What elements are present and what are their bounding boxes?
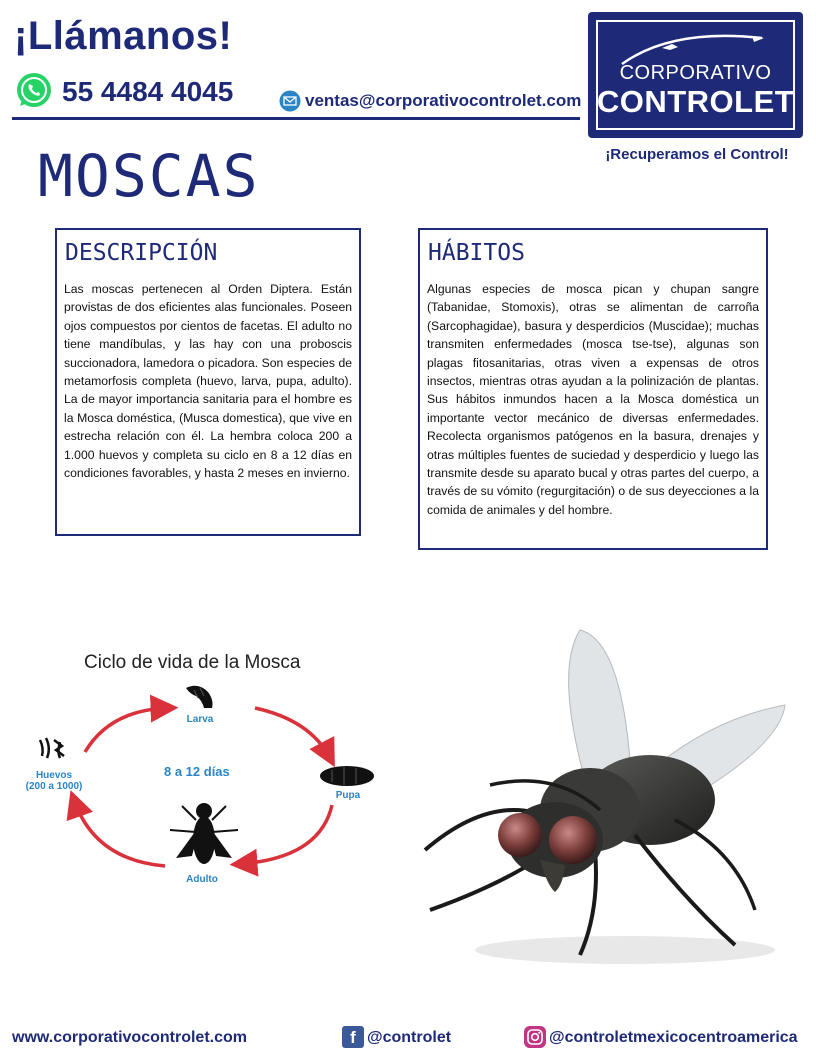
stage-label-pupa: Pupa xyxy=(335,790,361,801)
facebook-handle[interactable]: @controlet xyxy=(367,1029,452,1046)
stage-label-larva: Larva xyxy=(186,714,214,725)
header-divider xyxy=(12,117,580,120)
call-title: ¡Llámanos! xyxy=(14,14,233,58)
facebook-icon[interactable]: f xyxy=(342,1026,364,1048)
habits-text: Algunas especies de mosca pican y chupan sangre (Tabanidae, Stomoxis), otras se alimentan de carroña (Sarcophagidae), basura y desperdicios (Muscidae); muchas transmiten enfermedades (mosca tse-tse), algunas son plagas fitosanitarias, otras viven a expensas de otros insectos, mientras otras ayudan a la polinización de plantas. Sus hábitos inmundos hacen a la Mosca doméstica un importante vector mecánico de diversas enfermedades. Recolecta organismos patógenos en la basura, drenajes y otras múltiples fuentes de suciedad y desperdicio y luego las transmite desde su aparato bucal y otras partes del cuerpo, a través de su vómito (regurgitación) o de sus deyecciones a la comida de animales y del hombre. xyxy=(427,282,759,517)
stage-label-eggs: Huevos xyxy=(35,770,73,781)
logo-swoosh-icon xyxy=(602,26,782,66)
arrow-pupa-to-adult xyxy=(240,805,332,864)
instagram-icon[interactable] xyxy=(524,1026,546,1048)
adult-fly-icon xyxy=(170,803,238,864)
habits-heading: HÁBITOS xyxy=(428,240,525,266)
logo-text-controlet: CONTROLET xyxy=(596,84,795,119)
page-title: MOSCAS xyxy=(38,142,260,210)
housefly-illustration xyxy=(405,610,816,990)
email-address[interactable]: ventas@corporativocontrolet.com xyxy=(305,91,582,110)
larva-icon xyxy=(186,686,213,708)
arrow-eggs-to-larva xyxy=(85,708,168,752)
whatsapp-icon[interactable] xyxy=(14,70,54,110)
company-logo xyxy=(588,12,803,138)
description-heading: DESCRIPCIÓN xyxy=(65,240,218,266)
pupa-icon xyxy=(320,766,374,786)
eggs-icon xyxy=(40,738,64,758)
footer-website-link[interactable]: www.corporativocontrolet.com xyxy=(12,1029,247,1046)
habits-box xyxy=(418,228,768,550)
arrow-larva-to-pupa xyxy=(255,708,330,758)
life-cycle-title: Ciclo de vida de la Mosca xyxy=(84,652,301,673)
arrow-adult-to-eggs xyxy=(74,800,165,866)
description-box xyxy=(55,228,361,536)
tagline: ¡Recuperamos el Control! xyxy=(605,146,789,163)
stage-label-adult: Adulto xyxy=(186,874,218,885)
email-icon[interactable] xyxy=(279,90,301,112)
description-text: Las moscas pertenecen al Orden Diptera. Están provistas de dos eficientes alas funcionales. Poseen ojos compuestos por cientos de facetas. El adulto no tiene mandíbulas, y las hay con una proboscis succionadora, lamedora o picadora. Son especies de metamorfosis completa (huevo, larva, pupa, adulto). La de mayor importancia sanitaria para el hombre es la Mosca doméstica, (Musca domestica), que vive en estrecha relación con él. La hembra coloca 200 a 1.000 huevos y completa su ciclo en 8 a 12 días en condiciones favorables, y hasta 2 meses en invierno. xyxy=(64,282,352,481)
logo-text-corporativo: CORPORATIVO xyxy=(619,62,772,84)
phone-number[interactable]: 55 4484 4045 xyxy=(62,76,234,107)
cycle-duration: 8 a 12 días xyxy=(164,764,230,779)
stage-label-eggs-count: (200 a 1000) xyxy=(25,781,83,792)
instagram-handle[interactable]: @controletmexicocentroamerica xyxy=(549,1029,798,1046)
